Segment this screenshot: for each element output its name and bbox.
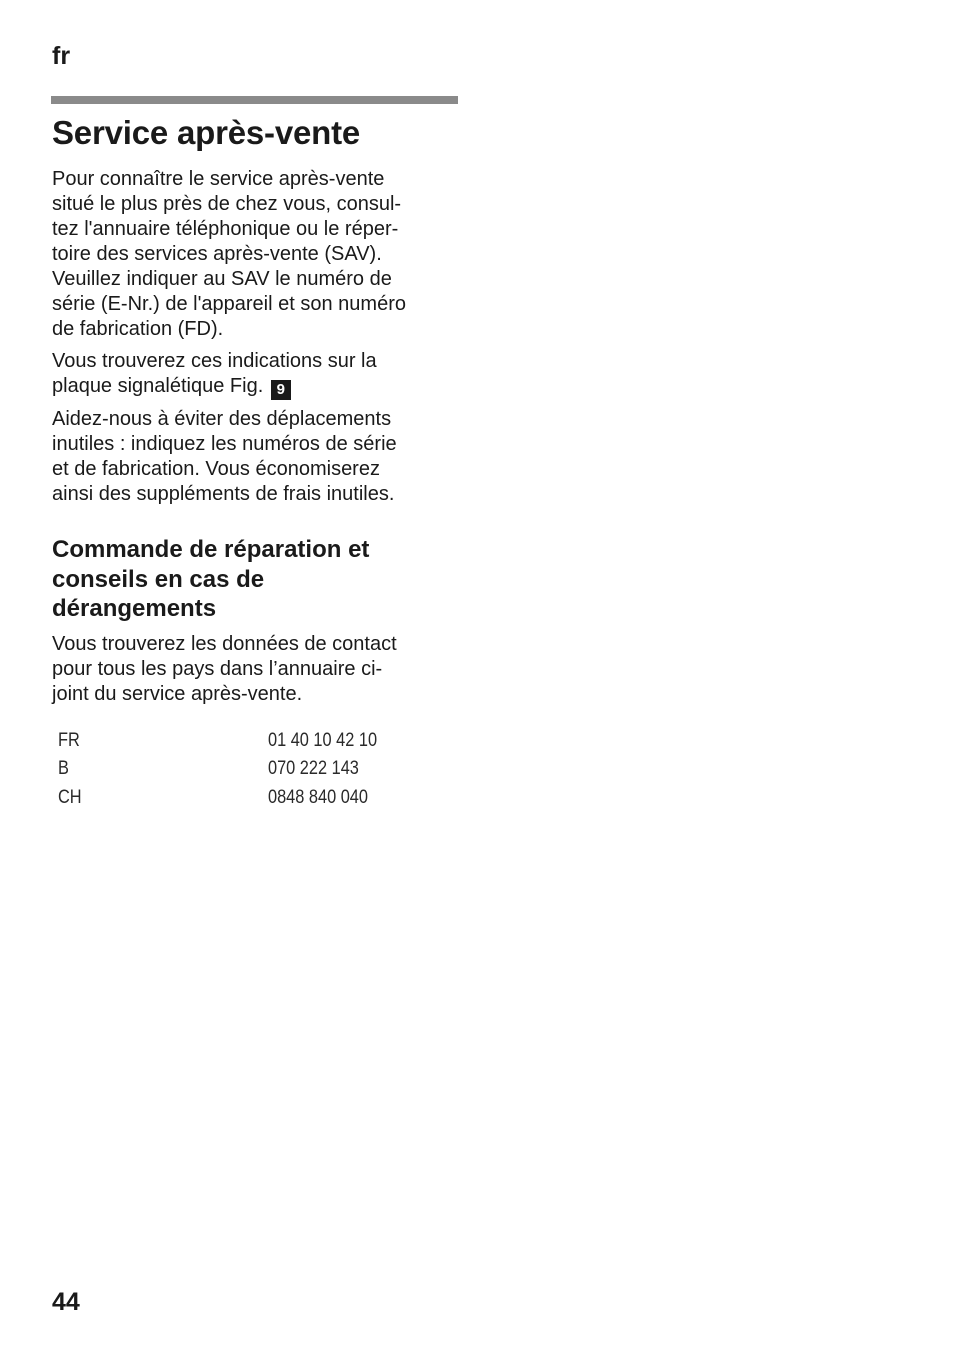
- country-code: FR: [58, 729, 80, 751]
- main-content: [52, 112, 462, 812]
- figure-reference-badge: 9: [271, 380, 291, 400]
- country-code: B: [58, 758, 69, 779]
- contact-table: [52, 727, 395, 813]
- phone-number: 0848 840 040: [268, 786, 368, 808]
- phone-number: 01 40 10 42 10: [268, 729, 378, 751]
- paragraph-rating-plate: [52, 349, 462, 400]
- country-code: CH: [58, 786, 82, 808]
- paragraph-contact-data: Vous trouverez les données de contact pour tous les pays dans l’annuaire ci- joint du service après-vente.: [52, 632, 397, 705]
- table-row: [52, 755, 395, 784]
- section-divider: [51, 96, 458, 104]
- paragraph-service-info: Pour connaître le service après-vente situé le plus près de chez vous, consul- tez l'annuaire téléphonique ou le réper- toire des services après-vente (SAV). Veuillez indiquer au SAV le numéro de série (E-Nr.) de l'appareil et son numéro de fabrication (FD).: [52, 168, 406, 340]
- table-row: [52, 784, 395, 813]
- page-number: 44: [52, 1288, 80, 1316]
- paragraph-avoid-trips: Aidez-nous à éviter des déplacements inutiles : indiquez les numéros de série et de fabrication. Vous économiserez ainsi des suppléments de frais inutiles.: [52, 408, 397, 505]
- phone-number: 070 222 143: [268, 758, 359, 779]
- section-title: Service après-vente: [52, 114, 361, 151]
- rating-plate-text: Vous trouverez ces indications sur la plaque signalétique Fig.: [52, 350, 377, 397]
- table-row: [52, 727, 395, 756]
- language-tag: fr: [52, 42, 71, 70]
- subsection-title: Commande de réparation et conseils en cas de dérangements: [52, 536, 370, 622]
